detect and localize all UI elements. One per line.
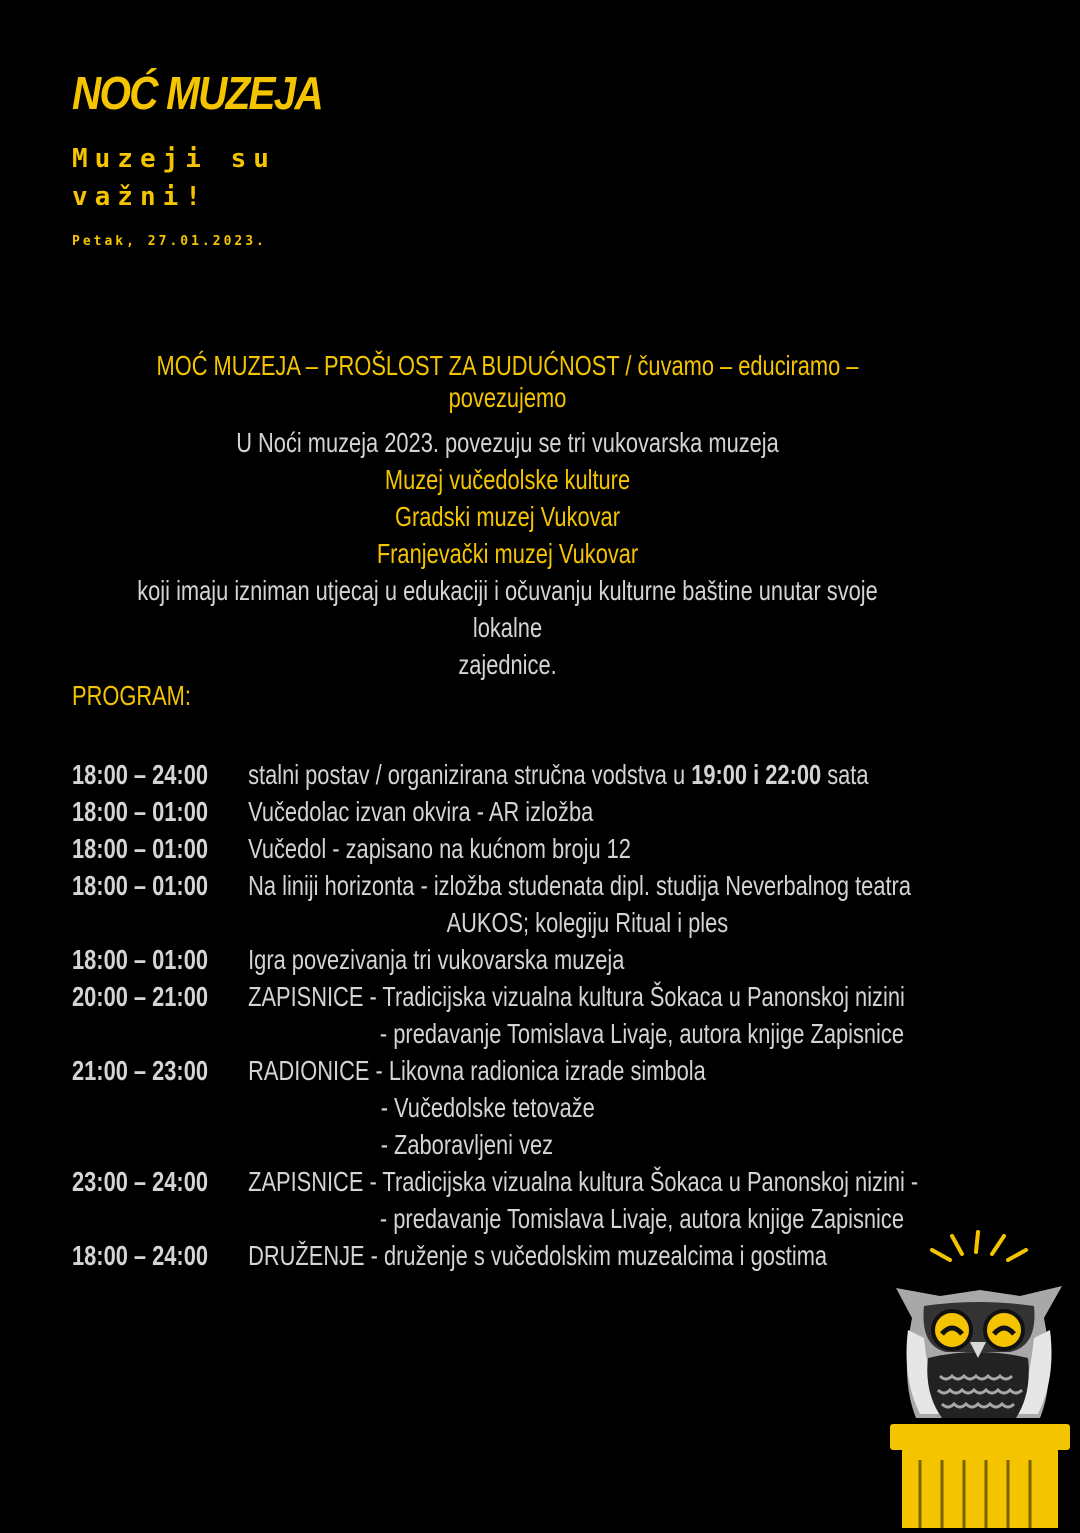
program-row-continuation (72, 1126, 930, 1163)
program-text: Vučedolac izvan okvira - AR izložba (248, 796, 594, 827)
program-row (72, 978, 930, 1015)
program-row (72, 1163, 930, 1200)
program-text: stalni postav / organizirana stručna vodstva u (248, 759, 686, 790)
program-text: sata (827, 759, 869, 790)
program-time: 18:00 – 24:00 (72, 759, 209, 790)
program-text: Igra povezivanja tri vukovarska muzeja (248, 944, 625, 975)
program-text: - predavanje Tomislava Livaje, autora knjige Zapisnice (379, 1018, 904, 1049)
program-text: - predavanje Tomislava Livaje, autora knjige Zapisnice (379, 1203, 904, 1234)
intro (112, 424, 904, 683)
program-schedule (72, 756, 930, 1274)
program-time: 20:00 – 21:00 (72, 981, 209, 1012)
program-title: PROGRAM: (72, 680, 191, 711)
program-time: 23:00 – 24:00 (72, 1166, 209, 1197)
museum-2: Gradski muzej Vukovar (395, 501, 620, 532)
program-time: 18:00 – 01:00 (72, 796, 209, 827)
program-row-continuation (72, 1015, 930, 1052)
program-row (72, 793, 930, 830)
program-time: 18:00 – 24:00 (72, 1240, 209, 1271)
museum-3: Franjevački muzej Vukovar (376, 538, 639, 569)
logo: NOĆ MUZEJA (72, 67, 323, 119)
program-time: 18:00 – 01:00 (72, 833, 209, 864)
owl-on-column-icon (880, 1228, 1080, 1528)
program-time: 18:00 – 01:00 (72, 944, 209, 975)
program-text: Vučedol - zapisano na kućnom broju 12 (248, 833, 631, 864)
program-text: ZAPISNICE - Tradicijska vizualna kultura Šokaca u Panonskoj nizini - (248, 1166, 919, 1197)
program-row (72, 941, 930, 978)
intro-line-3: zajednice. (458, 649, 557, 680)
program-text: DRUŽENJE - druženje s vučedolskim muzealcima i gostima (248, 1240, 828, 1271)
program-text: - Zaboravljeni vez (380, 1129, 554, 1160)
tagline-line-2: važni! (72, 182, 208, 212)
program-row (72, 1052, 930, 1089)
tagline (72, 140, 372, 216)
intro-line-2: koji imaju izniman utjecaj u edukaciji i očuvanju kulturne baštine unutar svoje lokalne (137, 575, 878, 643)
program-row-continuation (72, 1089, 930, 1126)
program-row-continuation (72, 1200, 930, 1237)
event-date: Petak, 27.01.2023. (72, 234, 267, 249)
program-text-bold: 19:00 i 22:00 (691, 759, 822, 790)
program-text: AUKOS; kolegiju Ritual i ples (446, 907, 729, 938)
program-row (72, 1237, 930, 1274)
program-row (72, 830, 930, 867)
museum-1: Muzej vučedolske kulture (384, 464, 631, 495)
tagline-line-1: Muzeji su (72, 144, 276, 174)
program-row-continuation (72, 904, 930, 941)
program-time: 18:00 – 01:00 (72, 870, 209, 901)
program-row (72, 867, 930, 904)
program-text: - Vučedolske tetovaže (380, 1092, 595, 1123)
program-row (72, 756, 930, 793)
program-text: Na liniji horizonta - izložba studenata dipl. studija Neverbalnog teatra (248, 870, 911, 901)
program-text: RADIONICE - Likovna radionica izrade simbola (248, 1055, 706, 1086)
program-text: ZAPISNICE - Tradicijska vizualna kultura Šokaca u Panonskoj nizini (248, 981, 905, 1012)
intro-line-1: U Noći muzeja 2023. povezuju se tri vukovarska muzeja (236, 427, 779, 458)
headline: MOĆ MUZEJA – PROŠLOST ZA BUDUĆNOST / čuvamo – educiramo – povezujemo (156, 350, 859, 413)
program-time: 21:00 – 23:00 (72, 1055, 209, 1086)
